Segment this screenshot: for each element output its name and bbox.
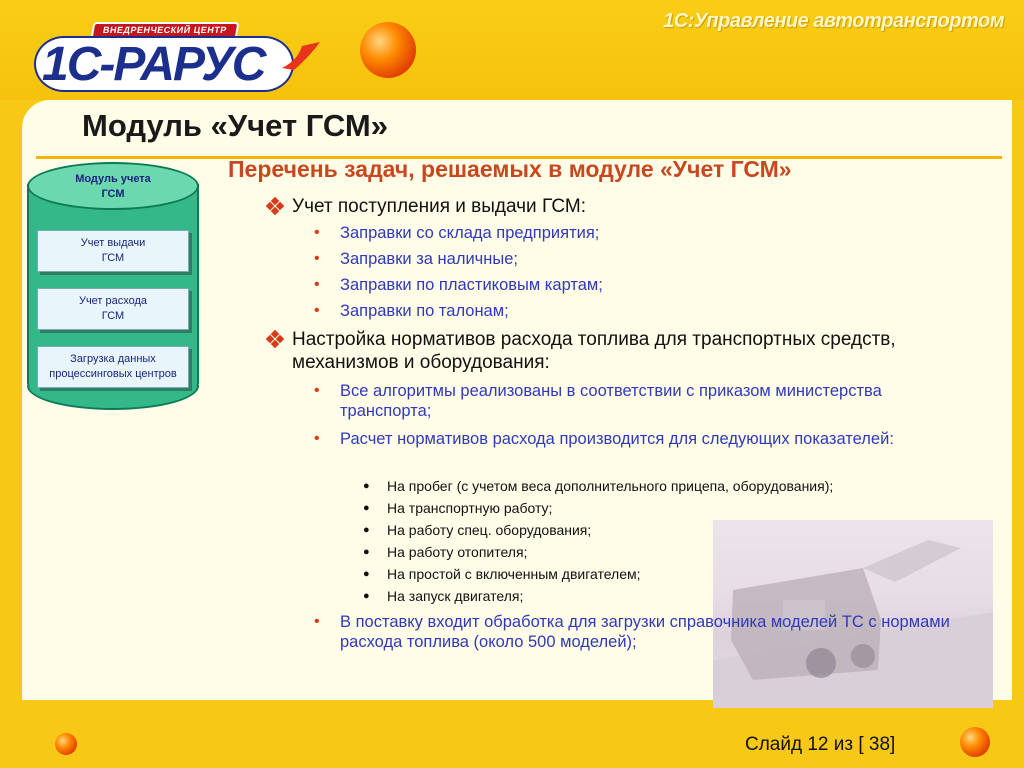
slide-subtitle: Перечень задач, решаемых в модуле «Учет ГСМ» [228, 156, 792, 182]
logo-badge: ВНЕДРЕНЧЕСКИЙ ЦЕНТР [91, 22, 240, 39]
list-item-text: Все алгоритмы реализованы в соответствии с приказом министерства транспорта; [340, 382, 882, 420]
bullet-icon: ● [363, 590, 370, 602]
sub-list-item-text: На транспортную работу; [387, 500, 553, 516]
list-item-text: В поставку входит обработка для загрузки справочника моделей ТС с нормами расхода топлива (около 500 моделей); [340, 613, 950, 651]
module-box-consumption: Учет расхода ГСМ [37, 288, 189, 330]
sub-list-item-text: На пробег (с учетом веса дополнительного прицепа, оборудования); [387, 478, 834, 494]
list-item [314, 381, 970, 421]
section-heading-text: Учет поступления и выдачи ГСМ: [292, 196, 586, 217]
section-heading [292, 328, 952, 374]
bullet-icon: • [314, 276, 320, 293]
list-item [314, 301, 970, 321]
logo-swoosh-icon [280, 40, 322, 74]
bullet-icon: • [314, 430, 320, 447]
logo-text: 1С-РАРУС [42, 38, 265, 91]
bullet-icon: • [314, 613, 320, 630]
list-item-text: Заправки за наличные; [340, 250, 519, 268]
sub-list-item-text: На запуск двигателя; [387, 588, 524, 604]
section-heading [292, 195, 952, 218]
company-logo [30, 20, 320, 94]
sub-list-item [363, 587, 967, 605]
sub-list-item-text: На простой с включенным двигателем; [387, 566, 641, 582]
bullet-icon: • [314, 224, 320, 241]
sub-list-item-text: На работу отопителя; [387, 544, 528, 560]
product-title: 1С:Управление автотранспортом [663, 10, 1004, 32]
bullet-icon: • [314, 250, 320, 267]
module-box-processing-centers: Загрузка данных процессинговых центров [37, 346, 189, 388]
slide-title: Модуль «Учет ГСМ» [82, 108, 388, 143]
list-item [314, 429, 970, 449]
bullet-icon: • [314, 382, 320, 399]
list-item [314, 275, 970, 295]
sub-list-item [363, 543, 967, 561]
sub-list-item [363, 499, 967, 517]
decorative-ball-small-icon [55, 733, 77, 755]
section-heading-text: Настройка нормативов расхода топлива для транспортных средств, механизмов и оборудования: [292, 329, 896, 373]
bullet-icon: ● [363, 524, 370, 536]
logo-wordmark [34, 36, 294, 92]
diamond-bullet-icon [266, 197, 284, 215]
decorative-ball-large-icon [360, 22, 416, 78]
diagram-container-label: Модуль учета ГСМ [75, 173, 151, 200]
sub-list-item [363, 477, 967, 495]
slide-counter: Слайд 12 из [ 38] [745, 734, 896, 755]
sub-list-item [363, 565, 967, 583]
decorative-ball-footer-icon [960, 727, 990, 757]
list-item-text: Заправки по пластиковым картам; [340, 276, 603, 294]
sub-list-item-text: На работу спец. оборудования; [387, 522, 592, 538]
sub-list-item [363, 521, 967, 539]
list-item [314, 249, 970, 269]
bullet-icon: ● [363, 480, 370, 492]
module-diagram [27, 162, 199, 410]
list-item [314, 612, 970, 652]
list-item [314, 223, 970, 243]
diamond-bullet-icon [266, 330, 284, 348]
bullet-icon: ● [363, 568, 370, 580]
list-item-text: Заправки по талонам; [340, 302, 509, 320]
bullet-icon: ● [363, 546, 370, 558]
list-item-text: Расчет нормативов расхода производится для следующих показателей: [340, 430, 894, 448]
bullet-icon: ● [363, 502, 370, 514]
list-item-text: Заправки со склада предприятия; [340, 224, 600, 242]
module-box-issue: Учет выдачи ГСМ [37, 230, 189, 272]
bullet-icon: • [314, 302, 320, 319]
